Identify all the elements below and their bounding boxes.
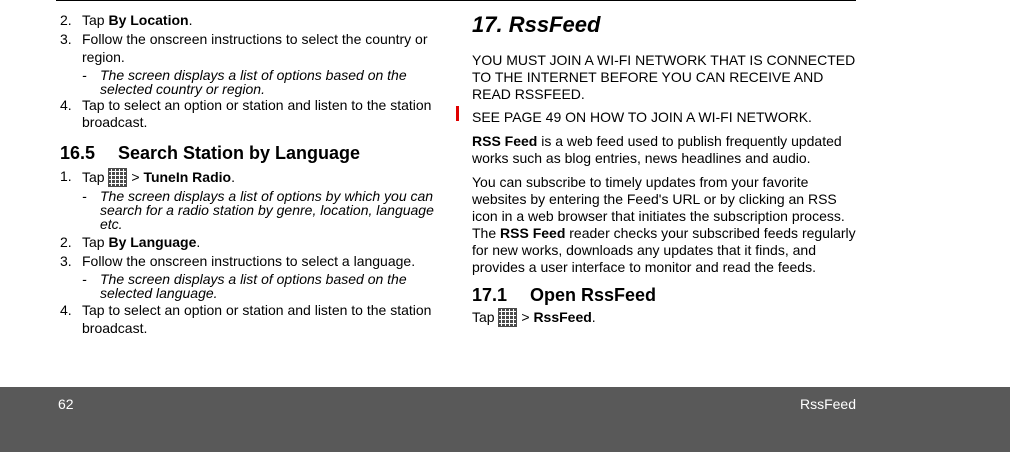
page-footer	[0, 387, 1010, 452]
note-dash: -	[82, 188, 87, 204]
page-number: 62	[58, 396, 74, 412]
step-3-country	[60, 30, 444, 66]
open-rssfeed-instruction	[472, 308, 860, 327]
step-bold-text: By Location	[108, 12, 189, 28]
note-text: The screen displays a list of options based on the selected country or region.	[100, 67, 407, 97]
step-number: 4.	[60, 97, 72, 113]
step-number: 1.	[60, 168, 72, 184]
top-rule	[56, 0, 856, 1]
section-number: 17.1	[472, 285, 508, 305]
note-search-options	[60, 189, 444, 231]
step-bold-text: By Language	[108, 234, 197, 250]
step-text: Follow the onscreen instructions to select a language.	[82, 253, 416, 269]
paragraph-text: reader checks your subscribed feeds regularly for new works, downloads any updates that it finds, and provides a user interface to monitor and read the feeds.	[472, 225, 856, 275]
step-text: Follow the onscreen instructions to select the country or region.	[82, 31, 428, 65]
note-country-list	[60, 68, 444, 96]
step-number: 2.	[60, 234, 72, 250]
step-4-listen	[60, 97, 444, 131]
step-text: Tap	[472, 309, 499, 325]
section-number: 16.5	[60, 143, 96, 163]
left-column	[60, 12, 444, 337]
change-bar	[456, 106, 459, 121]
chapter-title: 17. RssFeed	[472, 12, 601, 37]
section-heading-16-5	[60, 142, 444, 164]
step-bold-text: RssFeed	[533, 309, 592, 325]
step-text: Tap to select an option or station and listen to the station broadcast.	[82, 97, 432, 130]
step-text: .	[231, 169, 235, 185]
running-header: RssFeed	[799, 396, 856, 412]
apps-grid-icon	[108, 168, 127, 187]
section-title: Search Station by Language	[118, 143, 361, 163]
right-column	[472, 12, 860, 327]
note-dash: -	[82, 271, 87, 287]
step-number: 3.	[60, 253, 72, 269]
step-number: 3.	[60, 31, 72, 47]
step-number: 4.	[60, 302, 72, 318]
note-dash: -	[82, 67, 87, 83]
step-text: Tap	[82, 234, 109, 250]
rss-feed-definition	[472, 133, 860, 167]
bold-term: RSS Feed	[472, 133, 538, 149]
subscribe-paragraph	[472, 174, 860, 276]
step-3-language	[60, 252, 444, 270]
step-text: Tap to select an option or station and listen to the station broadcast.	[82, 302, 432, 336]
wifi-warning: YOU MUST JOIN A WI-FI NETWORK THAT IS CONNECTED TO THE INTERNET BEFORE YOU CAN RECEIVE AND READ RSSFEED.	[472, 52, 856, 102]
section-heading-17-1	[472, 284, 860, 306]
step-2-by-language	[60, 233, 444, 251]
step-2-by-location	[60, 12, 444, 29]
step-4-listen	[60, 301, 444, 337]
step-text: >	[127, 169, 144, 185]
step-text: .	[196, 234, 201, 250]
note-language-list	[60, 272, 444, 300]
see-page-reference: SEE PAGE 49 ON HOW TO JOIN A WI-FI NETWORK.	[472, 109, 812, 125]
step-bold-text: TuneIn Radio	[143, 169, 232, 185]
step-text: .	[591, 309, 596, 325]
step-number: 2.	[60, 12, 72, 28]
section-title: Open RssFeed	[530, 285, 657, 305]
paragraph-text: is a web feed used to publish frequently updated works such as blog entries, news headlines and audio.	[472, 133, 842, 166]
apps-grid-icon	[498, 308, 517, 327]
step-text: Tap	[82, 12, 109, 28]
note-text: The screen displays a list of options by which you can search for a radio station by genre, location, language etc.	[100, 188, 434, 232]
step-text: Tap	[82, 169, 109, 185]
note-text: The screen displays a list of options based on the selected language.	[100, 271, 407, 301]
step-text: .	[188, 12, 193, 28]
paragraph-text: You can subscribe to timely updates from your favorite websites by entering the Feed's URL or by clicking an RSS icon in a web browser that initiates the subscription process. The	[472, 174, 845, 241]
step-1-tunein	[60, 168, 444, 187]
bold-term: RSS Feed	[500, 225, 566, 241]
step-text: >	[517, 309, 534, 325]
